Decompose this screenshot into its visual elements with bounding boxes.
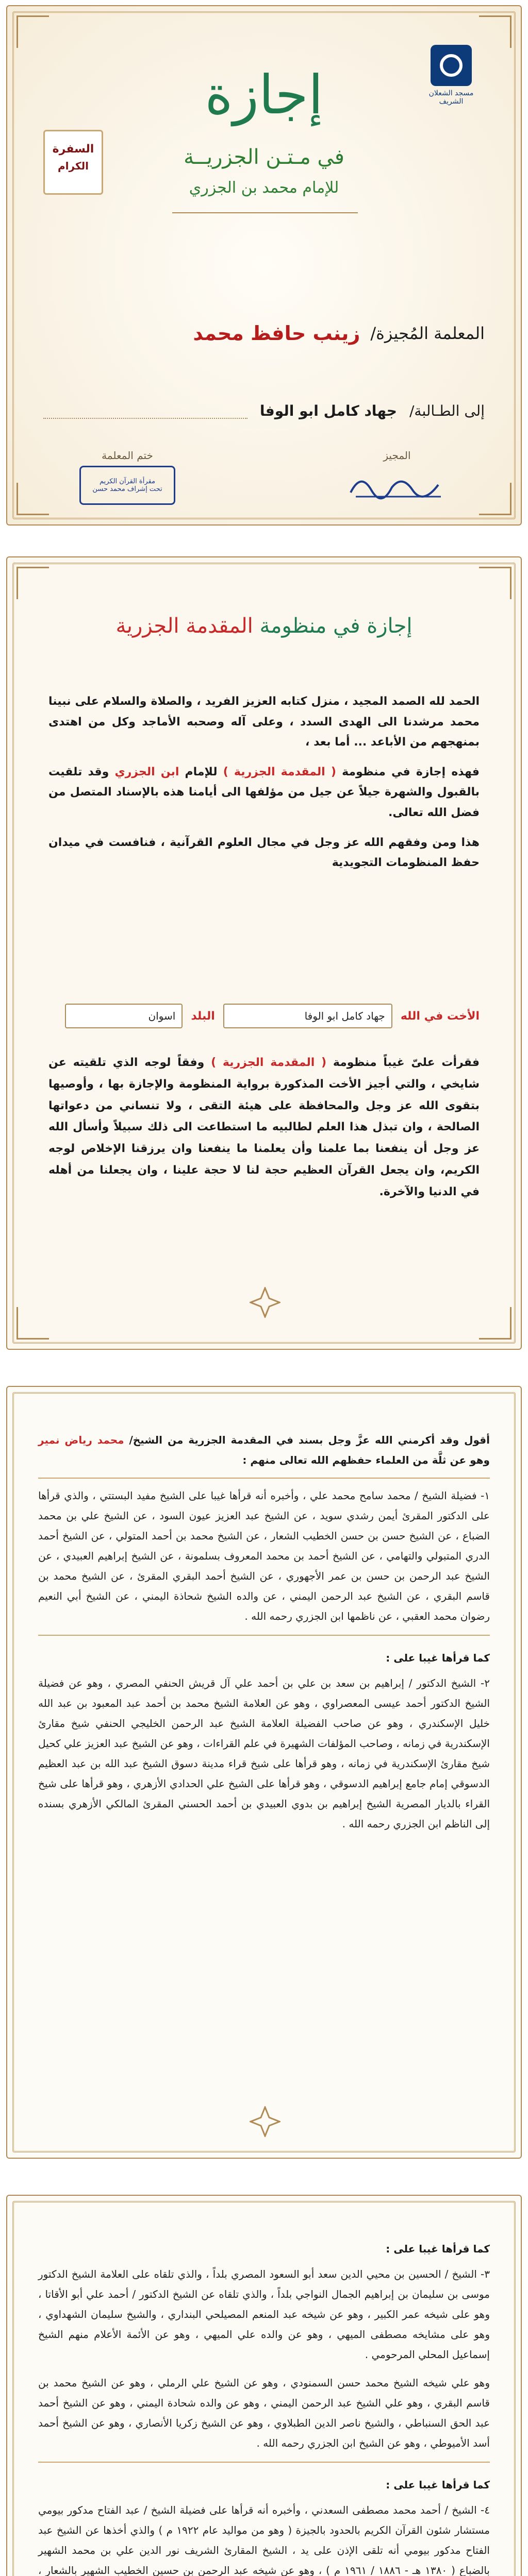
student-fields	[48, 1001, 480, 1031]
frame-corner	[16, 483, 49, 515]
para2-mid: للإمام	[185, 765, 218, 778]
body-paragraph: هذا ومن وفقهم الله عز وجل في مجال العلوم القرآنية ، فنافست في ميدان حفظ المنظومات التجويدية	[48, 836, 480, 870]
signature-block	[345, 449, 449, 505]
intro-name: محمد رياض نمير	[38, 1434, 124, 1446]
student-row	[43, 395, 485, 426]
stamp-line2: تحت إشراف محمد حسن	[92, 485, 162, 493]
para2-start: فهذه إجازة في منظومة	[342, 765, 480, 778]
section-title: كما قرأها غيبا على :	[386, 1652, 490, 1664]
frame-corner	[479, 483, 512, 515]
chain-card-2	[6, 2195, 522, 2576]
ijaza-certificate-card	[6, 5, 522, 526]
certificate-body-continued	[48, 1052, 480, 1203]
ornament-divider	[172, 212, 358, 213]
stamp-line1: مقرأة القرآن الكريم	[99, 478, 156, 485]
safara-logo-line1: السفرة	[52, 143, 94, 156]
mosque-logo-caption: مسجد الشعلان الشريف	[428, 89, 474, 106]
teacher-stamp	[79, 466, 175, 505]
chain-paragraph: ٣- الشيخ / الحسين بن محيي الدين سعد أبو السعود المصري بلداً ، والذي تلقاه على العلامة الشيخ الدكتور موسى بن سليمان بن إبراهيم الجمال النواجي بلداً ، والذي تلقاه عن الشيخ الدكتور / أحمد علي أبو الأقاتا ، وهو على شيخه عمر الكبير ، وهو عن شيخه عبد المنعم المصيلحي البنداري ، والشيخ سليمان الشهداوي ، وهو على مشايخه مصطفى الميهي ، وهو عن والده علي الميهي ، وهو عن الأئمة الأعلام منهم الشيخ إسماعيل المحلي المرحومي .	[38, 2268, 490, 2361]
signature-mark	[345, 467, 449, 503]
body-paragraph: الحمد لله الصمد المجيد ، منزل كتابه العزيز الفريد ، والصلاة والسلام على نبينا محمد مرشدنا الى الهدى السدد ، وعلى آله وصحبه الأماجد وكل من اهتدى بمنهجهم من الأباعد ... أما بعد ،	[48, 695, 480, 749]
section-divider	[38, 2462, 490, 2463]
title-prefix: إجازة في منظومة	[259, 614, 412, 638]
text-certificate-title	[7, 614, 521, 638]
teacher-name: زينب حافظ محمد	[193, 322, 360, 345]
chain-paragraph: وهو علي شيخه الشيخ محمد حسن السمنودي ، وهو عن الشيخ علي الرملي ، وهو عن الشيخ محمد بن قاسم البقري ، وهو علي الشيخ عبد الرحمن اليمني ، وهو عن والده شحادة اليمني ، وهو عن الشيخ أحمد عبد الحق السنباطي ، والشيخ ناصر الدين الطبلاوي ، وهو عن الشيخ زكريا الأنصاري ، وهو عن الشيخ أحمد أسد الأميوطي ، وهو عن الشيخ ابن الجزري رحمه الله .	[38, 2377, 490, 2449]
certificate-body	[48, 691, 480, 883]
section-divider	[38, 1635, 490, 1636]
frame-corner	[479, 15, 512, 48]
signature-label: المجيز	[383, 449, 411, 462]
section-divider	[38, 1478, 490, 1479]
teacher-row	[43, 315, 485, 351]
dotted-line	[43, 402, 248, 419]
section-title: كما قرأها غيبا على :	[386, 2243, 490, 2255]
country-field: اسوان	[65, 1004, 183, 1028]
frame-corner	[479, 567, 512, 599]
student-label: إلى الطـالبة/	[409, 402, 485, 419]
chain-paragraph: ٢- الشيخ الدكتور / إبراهيم بن سعد بن علي بن أحمد علي آل قريش الحنفي المصري ، وهو عن فضيلة الشيخ الدكتور أحمد عيسى المعصراوي ، وهو عن العلامة الشيخ محمد بن أحمد عبد المعبود بن عبد الله خليل الإسكندري ، وهو عن صاحب الفضيلة العلامة الشيخ عبد الرحمن الخليجي الحنفي شيخ مقارئ الإسكندرية في زمانه ، وصاحب المؤلفات الشهيرة في علم القراءات ، وهو عن الشيخ عبد العزيز علي كحيل شيخ مقارئ الإسكندرية في زمانه ، وهو قرأها على شيخ قراء مدينة دسوق الشيخ عبد الله بن عبد العظيم الدسوقي إمام جامع إبراهيم الدسوقي ، وهو قرأها على الشيخ علي الحدادي الأزهري ، وهو قرأها على شيخ القراء بالديار المصرية الشيخ إبراهيم بن بدوي العبيدي بن أحمد الحسني المقرئ المالكي الأزهري بسنده إلى الناظم ابن الجزري رحمه الله .	[38, 1677, 490, 1830]
chain-text	[38, 1418, 490, 1842]
frame-corner	[479, 1307, 512, 1340]
intro-start: أقول وقد أكرمني الله عزَّ وجل بسند في المقدمة الجزرية من الشيخ/	[129, 1434, 490, 1446]
certificate-subtitle: في مـتـن الجزريــة	[184, 145, 344, 169]
chain-card-1	[6, 1386, 522, 2159]
chain-paragraph: ١- فضيلة الشيخ / محمد سامح محمد علي ، وأخبره أنه قرأها غيبا على الشيخ مفيد البستتي ، والذي قرأها على الدكتور المقرئ أيمن رشدي سويد ، عن الشيخ عبد العزيز عيون السود ، عن الشيخ علي بن محمد الضباع ، عن الشيخ حسن بن حسن الخطيب الشعار ، عن الشيخ محمد بن أحمد المتولي ، عن الشيخ أحمد الدري المتبولي والتهامي ، عن الشيخ أحمد بن محمد المعروف بسلمونة ، عن الشيخ إبراهيم العبيدي ، عن الشيخ عبد الرحمن بن حسن بن عمر الأجهوري ، عن الشيخ أحمد البقري المقرئ ، عن الشيخ محمد بن قاسم البقري ، عن الشيخ عبد الرحمن اليمني ، عن والده الشيخ شحاذة اليمني ، عن الشيخ أبي النعيم رضوان محمد العقبي ، عن ناظمها ابن الجزري رحمه الله .	[38, 1489, 490, 1622]
safara-logo-line2: الكرام	[58, 160, 89, 172]
teacher-label: المعلمة المُجيزة/	[370, 324, 485, 343]
stamp-block	[79, 449, 175, 505]
body-paragraph	[48, 762, 480, 823]
para4-body: وفقاً لوجه الذي تلقيته عن شايخي ، والتي أجيز الأخت المذكورة برواية المنظومة والإجازة بها ، وأوصيها بتقوى الله عز وجل والمحافظة على هيئة التقى ، ولا تنساني من دعواتها الصالحة ، وان تبذل هذا العلم لطالبيه ما استطاعت الى ذلك سبيلاً وأسأل الله عز وجل أن ينفعنا بما علمنا وأن يعلمنا ما ينفعنا وان يرزقنا الإخلاص لوجه الكريم، وان يجعل القرآن العظيم حجة لنا لا حجة علينا ، وان يجعلنا من أهله في الدنيا والآخرة.	[48, 1056, 480, 1198]
frame-corner	[16, 567, 49, 599]
frame-corner	[16, 1307, 49, 1340]
sister-label: الأخت في الله	[400, 1009, 480, 1023]
chain-intro	[38, 1430, 490, 1470]
para2-highlight: ( المقدمة الجزرية )	[223, 765, 336, 778]
certificate-author-line: للإمام محمد بن الجزري	[189, 179, 339, 197]
student-name: جهاد كامل ابو الوفا	[259, 402, 397, 419]
star-ornament-icon	[250, 2106, 280, 2137]
para4-highlight: ( المقدمة الجزرية )	[211, 1056, 327, 1069]
certificate-title: إجازة	[205, 63, 323, 126]
chain-text	[38, 2227, 490, 2576]
para2-highlight2: ابن الجزري	[114, 765, 179, 778]
ijaza-text-card	[6, 556, 522, 1350]
sister-field: جهاد كامل ابو الوفا	[223, 1004, 392, 1028]
para4-start: فقرأت علىّ غيباً منظومة	[333, 1056, 480, 1069]
section-title: كما قرأها غيبا على :	[386, 2479, 490, 2491]
para2-end: وقد تلقيت بالقبول والشهرة جيلاً عن جيل من مؤلفها الى أيامنا هذه بالإسناد المتصل من فضل الله تعالى.	[48, 765, 480, 819]
chain-paragraph: ٤- الشيخ / أحمد محمد مصطفى السعدني ، وأخبره أنه قرأها على فضيلة الشيخ / عبد الفتاح مدكور بيومي مستشار شئون القرآن الكريم بالحدود بالجيزة ( وهو من مواليد عام ١٩٢٢ م ) والذي أخذها عن الشيخ عبد الفتاح مدكور بيومي أنه تلقى الإذن على يد ، الشيخ المقارئ الشريف نور الدين علي بن محمد الشهير بالضباع ( ١٣٨٠ هـ - ١٨٨٦ / ١٩٦١ م ) ، وهو عن شيخه عبد الرحمن بن حسين الخطيب الشهير بالشعار ،	[38, 2504, 490, 2576]
frame-corner	[16, 15, 49, 48]
country-label: البلد	[191, 1009, 215, 1023]
intro-end: وهو عن ثلَّة من العلماء حفظهم الله تعالى منهم :	[242, 1454, 490, 1466]
star-ornament-icon	[250, 1287, 280, 1318]
title-highlight: المقدمة الجزرية	[116, 614, 253, 638]
stamp-label: ختم المعلمة	[102, 449, 153, 462]
